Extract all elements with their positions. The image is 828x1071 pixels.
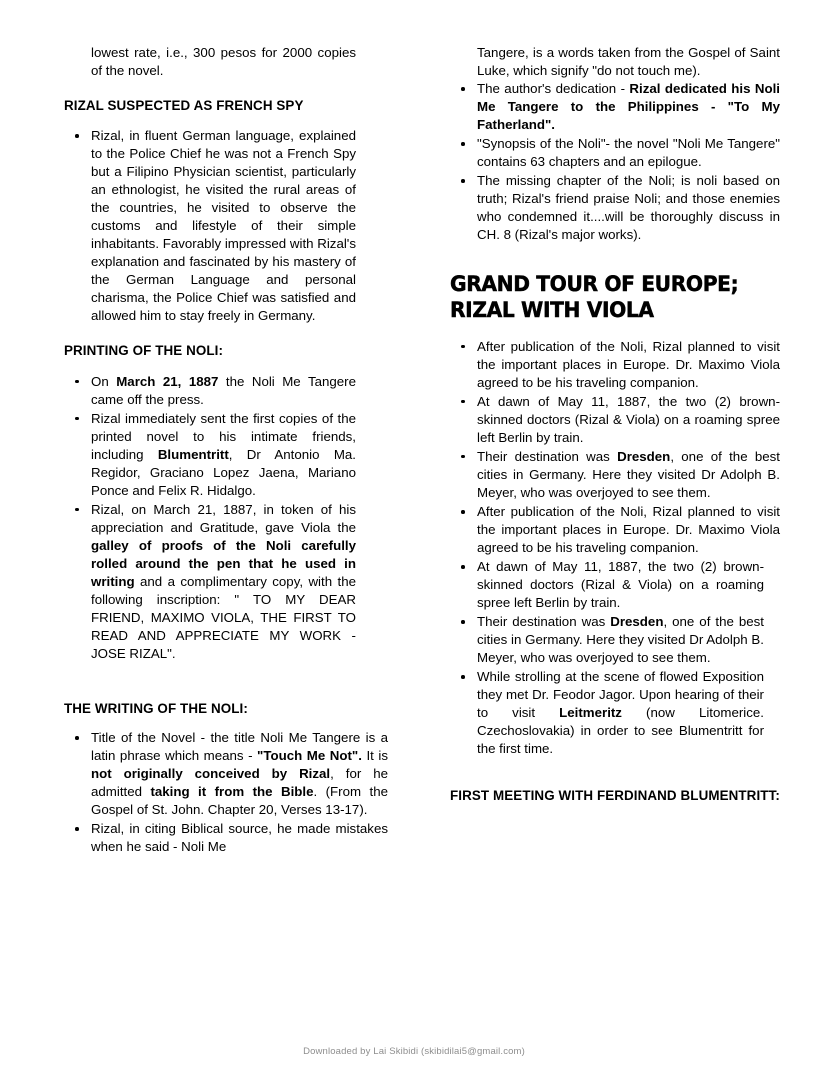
list-item: On March 21, 1887 the Noli Me Tangere came off the press. — [64, 373, 356, 409]
list-item: After publication of the Noli, Rizal planned to visit the important places in Europe. Dr. Maximo Viola agreed to be his traveling companion. — [450, 338, 780, 392]
list-item: Their destination was Dresden, one of the best cities in Germany. Here they visited Dr Adolph B. Meyer, who was overjoyed to see them. — [450, 448, 780, 502]
section-spacer — [450, 759, 780, 770]
list-item: After publication of the Noli, Rizal planned to visit the important places in Europe. Dr. Maximo Viola agreed to be his traveling companion. — [450, 503, 780, 557]
bold-phrase: not originally conceived by Rizal — [91, 765, 331, 781]
list-item: Rizal, on March 21, 1887, in token of his appreciation and Gratitude, gave Viola the galley of proofs of the Noli carefully rolled around the pen that he used in writing and a complimentary copy, with the following inscription: " TO MY DEAR FRIEND, MAXIMO VIOLA, THE FIRST TO READ AND APPRECIATE MY WORK - JOSE RIZAL". — [64, 501, 356, 663]
bold-phrase: taking it from the Bible — [150, 783, 314, 799]
page-title-line-1: GRAND TOUR OF EUROPE; — [450, 272, 739, 298]
section-spacer — [64, 664, 356, 684]
list-item: At dawn of May 11, 1887, the two (2) brown-skinned doctors (Rizal & Viola) on a roaming spree left Berlin by train. — [450, 558, 764, 612]
bold-phrase: "Touch Me Not". — [257, 747, 362, 763]
bullet-list-writing-of-the-noli — [64, 729, 388, 856]
bold-place: Dresden — [610, 614, 664, 629]
bullet-list-noli-details — [450, 80, 780, 244]
bold-phrase: galley of proofs of the Noli carefully rolled around the pen that he used in writing — [91, 537, 356, 589]
list-item: Title of the Novel - the title Noli Me Tangere is a latin phrase which means - "Touch Me Not". It is not originally conceived by Rizal, for he admitted taking it from the Bible. (From the Gospel of St. John. Chapter 20, Verses 13-17). — [64, 729, 388, 819]
list-item: The author's dedication - Rizal dedicated his Noli Me Tangere to the Philippines - "To My Fatherland". — [450, 80, 780, 134]
list-item: Their destination was Dresden, one of the best cities in Germany. Here they visited Dr Adolph B. Meyer, who was overjoyed to see them. — [450, 613, 764, 667]
list-item: Rizal, in citing Biblical source, he made mistakes when he said - Noli Me — [64, 820, 388, 856]
list-item: The missing chapter of the Noli; is noli based on truth; Rizal's friend praise Noli; and those enemies who condemned it....will be thoroughly discuss in CH. 8 (Rizal's major works). — [450, 172, 780, 244]
bold-name: Blumentritt — [157, 446, 229, 462]
section-heading-rizal-suspected-as-french-spy: RIZAL SUSPECTED AS FRENCH SPY — [64, 98, 304, 114]
left-column — [64, 44, 388, 857]
list-item: Rizal, in fluent German language, explained to the Police Chief he was not a French Spy but a Filipino Physician scientist, particularly an ethnologist, he visited the rural areas of the countries, he visited to observe the customs and lifestyle of their simple inhabitants. Favorably impressed with Rizal's explanation and fascinated by his mastery of the German Language and personal charisma, the Police Chief was satisfied and allowed him to stay freely in Germany. — [64, 127, 356, 325]
page-title — [450, 272, 760, 324]
bullet-list-grand-tour — [450, 338, 780, 557]
continued-paragraph-left: lowest rate, i.e., 300 pesos for 2000 copies of the novel. — [91, 45, 356, 79]
bold-place: Leitmeritz — [559, 705, 622, 721]
page-title-line-2: RIZAL WITH VIOLA — [450, 297, 654, 323]
bullet-list-french-spy — [64, 127, 356, 325]
bold-date: March 21, 1887 — [116, 373, 219, 389]
bold-place: Dresden — [617, 448, 671, 464]
list-item: At dawn of May 11, 1887, the two (2) brown-skinned doctors (Rizal & Viola) on a roaming spree left Berlin by train. — [450, 393, 780, 447]
bold-phrase: Rizal dedicated his Noli Me Tangere to the Philippines - "To My Fatherland". — [477, 81, 780, 133]
footer-watermark: Downloaded by Lai Skibidi (skibidilai5@gmail.com) — [303, 1046, 525, 1057]
continued-paragraph-right: Tangere, is a words taken from the Gospel of Saint Luke, which signify "do not touch me). — [477, 45, 780, 79]
right-column — [450, 44, 780, 817]
list-item: While strolling at the scene of flowed Exposition they met Dr. Feodor Jagor. Upon hearing of their to visit Leitmeritz (now Litomerice. Czechoslovakia) in order to see Blumentritt for the first time. — [450, 668, 764, 758]
section-heading-printing-of-the-noli: PRINTING OF THE NOLI: — [64, 343, 224, 359]
list-item: "Synopsis of the Noli"- the novel "Noli Me Tangere" contains 63 chapters and an epilogue. — [450, 135, 780, 171]
section-heading-first-meeting-with-ferdinand-blumentritt: FIRST MEETING WITH FERDINAND BLUMENTRITT: — [450, 788, 780, 804]
bullet-list-printing-of-the-noli — [64, 373, 356, 663]
bullet-list-grand-tour-continued — [450, 558, 764, 758]
section-heading-the-writing-of-the-noli: THE WRITING OF THE NOLI: — [64, 700, 248, 716]
list-item: Rizal immediately sent the first copies of the printed novel to his intimate friends, including Blumentritt, Dr Antonio Ma. Regidor, Graciano Lopez Jaena, Mariano Ponce and Felix R. Hidalgo. — [64, 410, 356, 500]
